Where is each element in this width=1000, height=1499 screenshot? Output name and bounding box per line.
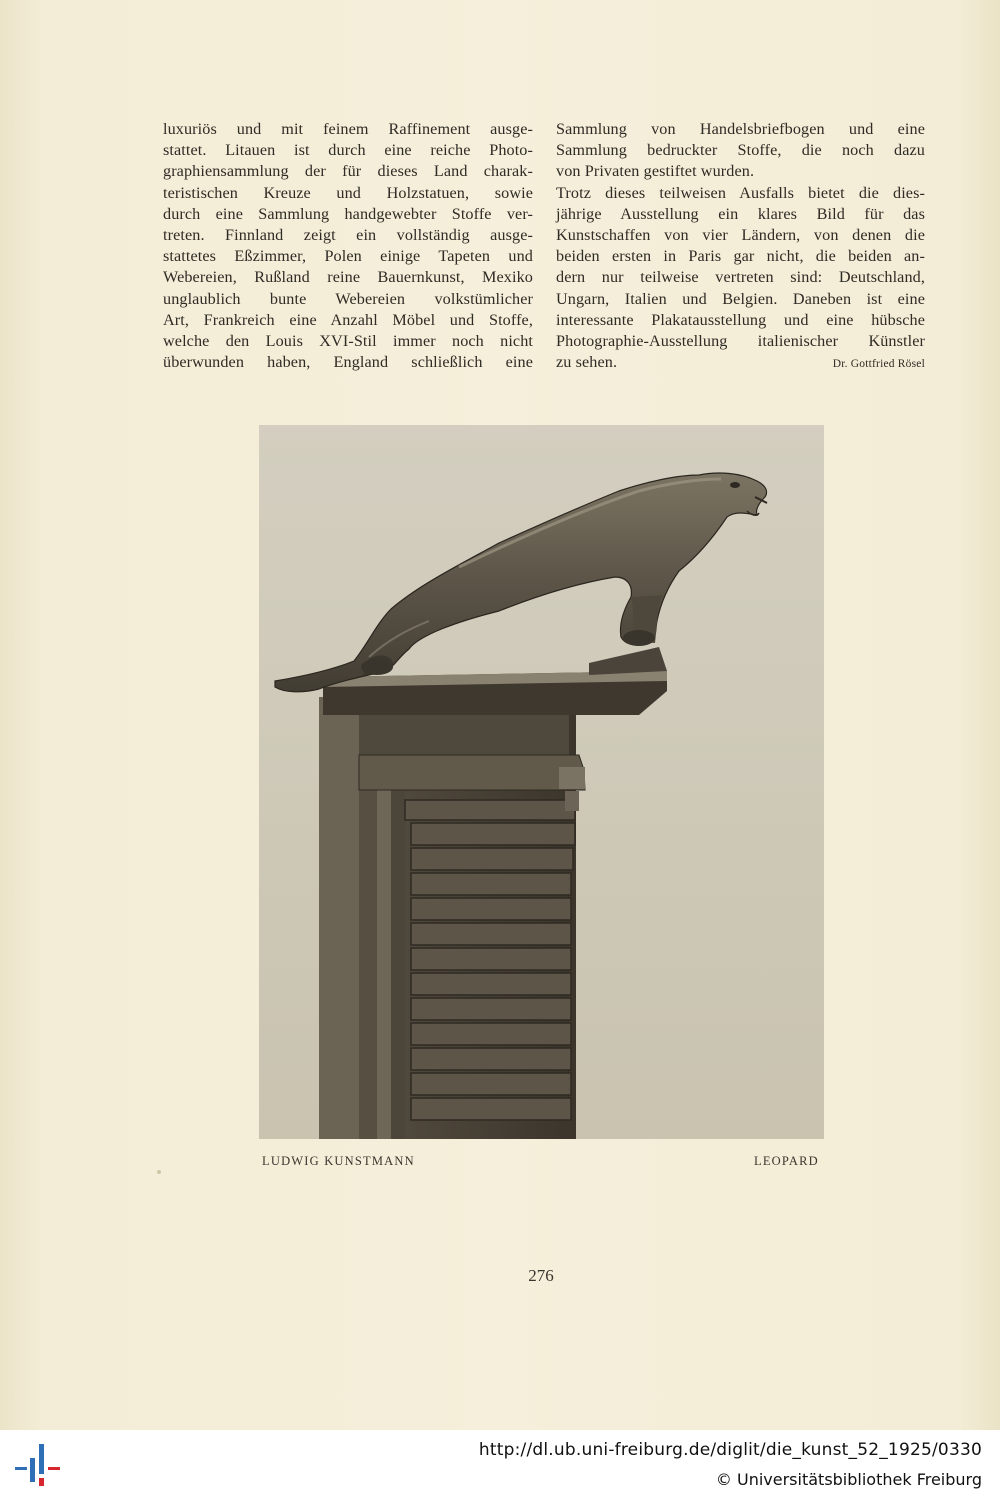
footer-bar [0, 1430, 1000, 1499]
text-line: graphiensammlung der für dieses Land charak- [163, 162, 533, 181]
text-line: Art, Frankreich eine Anzahl Möbel und Stoffe, [163, 310, 533, 329]
text-line: überwunden haben, England schließlich eine [163, 353, 533, 372]
text-line: dern nur teilweise vertreten sind: Deutschland, [556, 268, 925, 287]
text-line: von Privaten gestiftet wurden. [556, 162, 755, 181]
footer-url-link[interactable]: http://dl.ub.uni-freiburg.de/diglit/die_kunst_52_1925/0330 [478, 1440, 982, 1460]
text-line: Ungarn, Italien und Belgien. Daneben ist eine [556, 289, 925, 308]
text-line: treten. Finnland zeigt ein vollständig ausge- [163, 225, 533, 244]
text-line: luxuriös und mit feinem Raffinement ausge- [163, 120, 533, 138]
text-line: interessante Plakatausstellung und eine hübsche [556, 310, 925, 329]
text-line: zu sehen. [556, 353, 618, 372]
text-line: beiden ersten in Paris gar nicht, die beiden an- [556, 247, 925, 266]
text-line: Sammlung bedruckter Stoffe, die noch dazu [556, 141, 925, 160]
page-number: 276 [528, 1266, 554, 1285]
text-line: Kunstschaffen von vier Ländern, von denen die [556, 225, 925, 244]
text-line: Webereien, Rußland reine Bauernkunst, Mexiko [163, 268, 533, 287]
text-column-left [163, 119, 533, 373]
text-line: stattetes Eßzimmer, Polen einige Tapeten und [163, 247, 533, 266]
author-signature: Dr. Gottfried Rösel [832, 358, 925, 371]
closing-line [556, 352, 925, 373]
text-line: Photographie-Ausstellung italienischer Künstler [556, 331, 925, 350]
text-line: welche den Louis XVI-Stil immer noch nicht [163, 331, 533, 350]
caption-title: LEOPARD [754, 1154, 819, 1168]
ub-freiburg-logo-icon [12, 1440, 64, 1490]
text-line: unglaublich bunte Webereien volkstümlicher [163, 289, 533, 308]
text-line: Trotz dieses teilweisen Ausfalls bietet die dies- [556, 183, 925, 202]
text-line: jährige Ausstellung ein klares Bild für das [556, 204, 925, 223]
text-line: durch eine Sammlung handgewebter Stoffe ver- [163, 204, 533, 223]
leopard-sculpture-photo [259, 425, 824, 1139]
text-line: teristischen Kreuze und Holzstatuen, sowie [163, 183, 533, 202]
text-line: Sammlung von Handelsbriefbogen und eine [556, 120, 925, 138]
text-column-right [556, 119, 925, 373]
text-line: stattet. Litauen ist durch eine reiche Photo- [163, 141, 533, 160]
footer-copyright: © Universitätsbibliothek Freiburg [715, 1470, 982, 1489]
paper-speck [157, 1170, 161, 1174]
caption-artist: LUDWIG KUNSTMANN [262, 1154, 415, 1168]
